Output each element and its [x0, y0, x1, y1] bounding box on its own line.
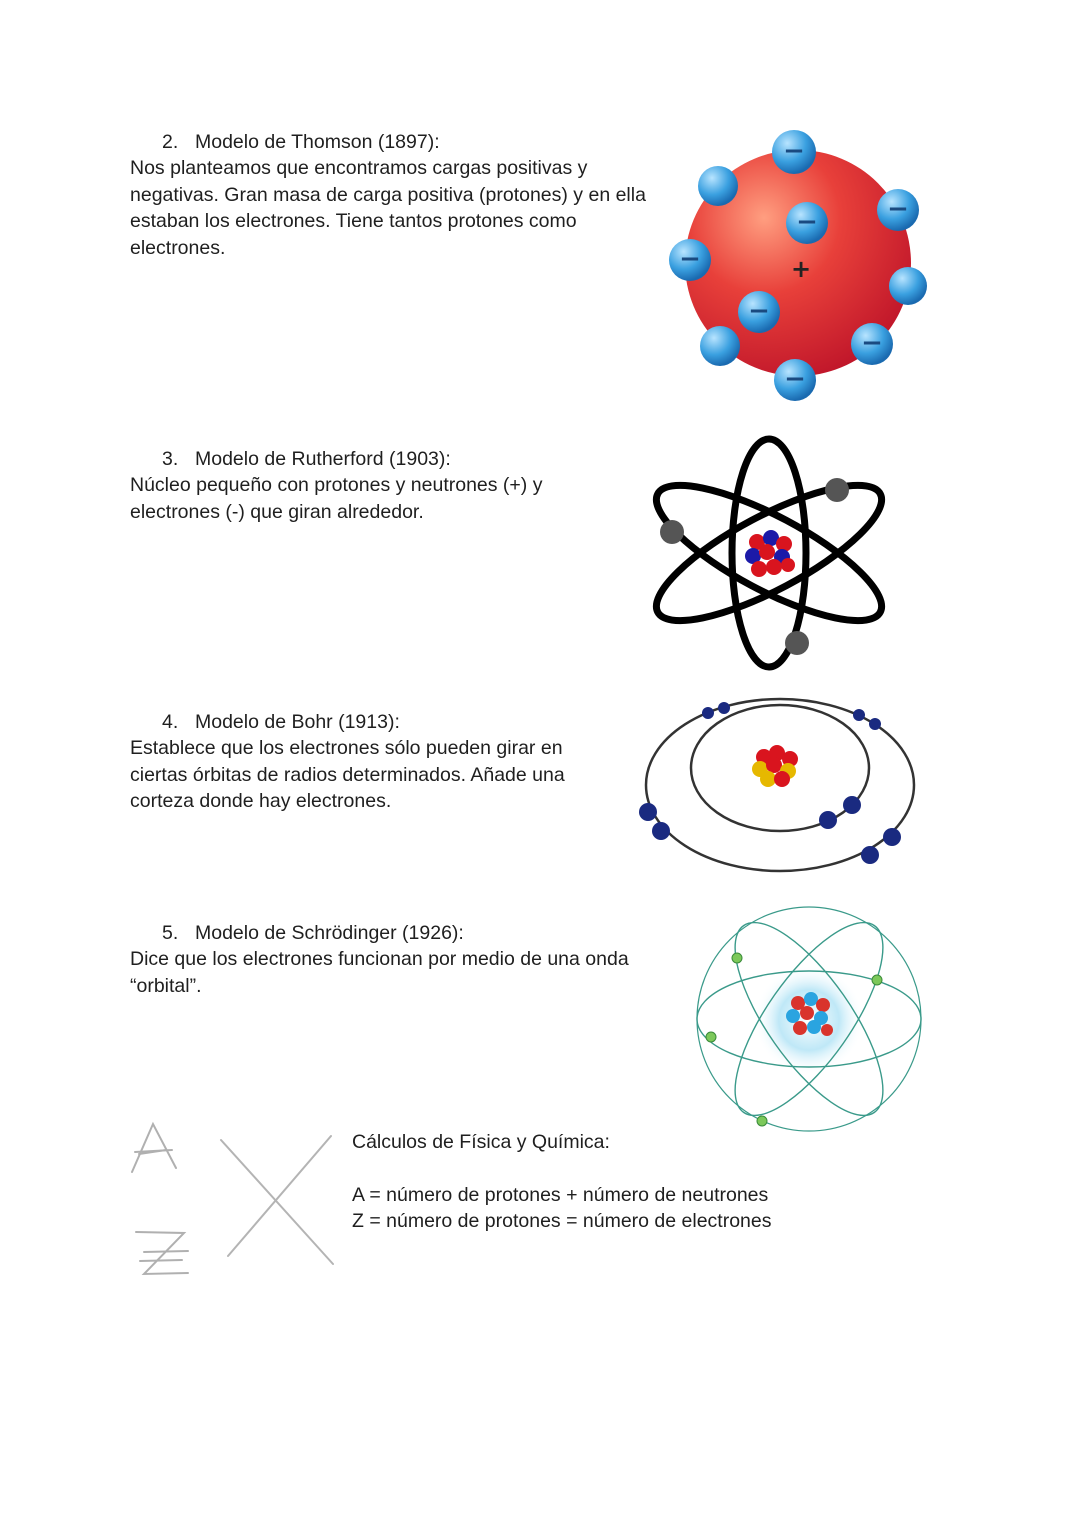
electron — [889, 267, 927, 305]
minus-sign: − — [796, 207, 818, 237]
electron — [706, 1032, 716, 1042]
section-heading — [130, 920, 650, 946]
section-title: Modelo de Rutherford (1903): — [195, 448, 451, 470]
section-title: Modelo de Schrödinger (1926): — [195, 922, 464, 944]
electron — [698, 166, 738, 206]
minus-sign: − — [748, 296, 770, 326]
handwritten-letter-z — [136, 1232, 188, 1274]
formula-z: Z = número de protones = número de electrones — [352, 1210, 772, 1233]
electron — [702, 707, 714, 719]
section-heading — [130, 129, 670, 155]
section-body: Establece que los electrones sólo pueden girar en ciertas órbitas de radios determinados. Añade una corteza donde hay electrones. — [130, 737, 565, 813]
minus-sign: − — [783, 136, 805, 166]
schrodinger-atom-figure — [690, 903, 930, 1135]
section-rutherford — [130, 446, 570, 525]
plus-sign: + — [790, 255, 812, 283]
section-number: 5. — [162, 922, 179, 944]
electron — [700, 326, 740, 366]
electron — [652, 822, 670, 840]
minus-sign: − — [861, 328, 883, 358]
electron — [825, 478, 849, 502]
section-thomson — [130, 129, 670, 261]
electron — [853, 709, 865, 721]
formula-a: A = número de protones + número de neutrones — [352, 1183, 769, 1206]
section-title: Modelo de Bohr (1913): — [195, 711, 400, 733]
formulas-title: Cálculos de Física y Química: — [352, 1131, 610, 1153]
electron — [883, 828, 901, 846]
electron — [843, 796, 861, 814]
electron — [819, 811, 837, 829]
electron — [660, 520, 684, 544]
formulas-block — [352, 1129, 772, 1235]
section-bohr — [130, 709, 590, 815]
electron — [757, 1116, 767, 1126]
section-number: 4. — [162, 711, 179, 733]
bohr-atom-figure — [632, 697, 922, 882]
rutherford-nucleus — [743, 527, 795, 579]
handwritten-notation — [120, 1120, 350, 1290]
section-heading — [130, 446, 570, 472]
electron — [732, 953, 742, 963]
minus-sign: − — [887, 194, 909, 224]
electron — [718, 702, 730, 714]
section-number: 2. — [162, 131, 179, 153]
section-number: 3. — [162, 448, 179, 470]
section-body: Dice que los electrones funcionan por medio de una onda “orbital”. — [130, 948, 629, 997]
section-title: Modelo de Thomson (1897): — [195, 131, 440, 153]
handwritten-x — [221, 1136, 333, 1264]
electron — [872, 975, 882, 985]
electron — [785, 631, 809, 655]
section-schrodinger — [130, 920, 650, 999]
bohr-nucleus — [752, 745, 798, 787]
section-body: Nos planteamos que encontramos cargas positivas y negativas. Gran masa de carga positiva (protones) y en ella estaban los electrones. Tiene tantos protones como electrones. — [130, 157, 646, 259]
nucleus-glow — [754, 965, 864, 1075]
minus-sign: − — [679, 244, 701, 274]
section-body: Núcleo pequeño con protones y neutrones (+) y electrones (-) que giran alrededor. — [130, 474, 543, 523]
rutherford-atom-figure — [645, 432, 895, 678]
thomson-atom-figure — [660, 128, 940, 406]
section-heading — [130, 709, 590, 735]
electron — [639, 803, 657, 821]
minus-sign: − — [784, 364, 806, 394]
electron — [861, 846, 879, 864]
handwritten-letter-a — [132, 1124, 176, 1172]
electron — [869, 718, 881, 730]
